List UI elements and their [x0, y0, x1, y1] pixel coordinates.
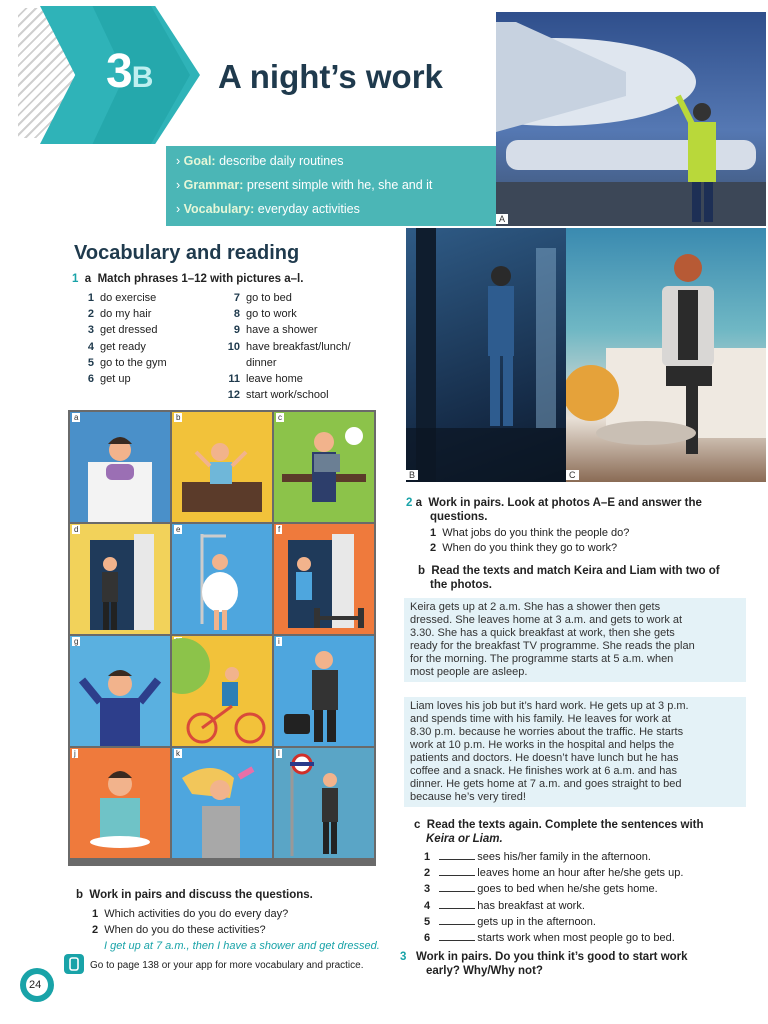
unit-number: 3B	[106, 45, 153, 98]
exercise-1b-questions	[92, 906, 380, 954]
picture-tile-e: e	[172, 524, 272, 634]
more-practice-link[interactable]: Go to page 138 or your app for more vocabulary and practice.	[90, 960, 364, 971]
sentence: 4 has breakfast at work.	[424, 899, 585, 912]
phrase-list-col1	[76, 290, 167, 387]
phrase-list-col2	[222, 290, 351, 403]
exercise-2c-instruction: c Read the texts again. Complete the sentences with Keira or Liam.	[414, 819, 704, 845]
exercise-2a-instruction: 2 a Work in pairs. Look at photos A–E and answer the questions.	[406, 497, 702, 523]
keira-text: Keira gets up at 2 a.m. She has a shower then gets dressed. She leaves home at 3 a.m. and gets to work at 3.30. She has a quick breakfast at work, then she gets ready for the breakfast TV programme. She reads the plan for the morning. The programme starts at 5 a.m. when most people are asleep.	[404, 598, 746, 682]
page-number: 24	[29, 979, 42, 991]
answer-blank[interactable]	[439, 891, 475, 892]
tv-studio	[566, 228, 766, 482]
picture-tile-b: b	[172, 412, 272, 522]
sentence: 1 sees his/her family in the afternoon.	[424, 851, 651, 863]
picture-tile-g: g	[70, 636, 170, 746]
question: 2 When do you think they go to work?	[430, 542, 618, 554]
answer-blank[interactable]	[439, 908, 475, 909]
exercise-1b-instruction: b Work in pairs and discuss the questions.	[76, 889, 313, 901]
list-item: 6 get up	[87, 373, 131, 386]
answer-blank[interactable]	[439, 924, 475, 925]
answer-blank[interactable]	[439, 859, 475, 860]
list-item: 3 get dressed	[87, 324, 158, 337]
list-item: 4 get ready	[87, 340, 146, 353]
list-item: 9 have a shower	[233, 324, 318, 337]
answer-blank[interactable]	[439, 875, 475, 876]
picture-tile-j: j	[70, 748, 170, 858]
liam-text: Liam loves his job but it’s hard work. He gets up at 3 p.m. and spends time with his family. He leaves for work at 8.30 p.m. because he worries about the traffic. He starts work at 10 p.m. He works in the hospital and helps the patients and doctors. He doesn’t have lunch but he has coffee and a snack. He finishes work at 6 a.m. and has dinner. He gets home at 7 a.m. and goes straight to bed because he’s very tired!	[404, 697, 746, 807]
exercise-1a-instruction: 1 a Match phrases 1–12 with pictures a–l.	[72, 273, 304, 285]
picture-tile-l: l	[274, 748, 374, 858]
photo-b-label: B	[406, 470, 418, 480]
picture-grid	[68, 410, 376, 866]
picture-tile-c: c	[274, 412, 374, 522]
list-item: 10 have breakfast/lunch/	[227, 340, 351, 353]
picture-tile-f: f	[274, 524, 374, 634]
airport-scene	[496, 12, 766, 226]
page-number-badge	[18, 966, 56, 1004]
picture-tile-h	[172, 636, 272, 746]
app-icon	[64, 954, 84, 974]
exercise-2a-questions	[430, 526, 629, 556]
list-item: 11 leave home	[228, 373, 303, 386]
photo-a-label: A	[496, 214, 508, 224]
sentence: 3 goes to bed when he/she gets home.	[424, 883, 658, 896]
picture-tile-i: i	[274, 636, 374, 746]
picture-tile-a: a	[70, 412, 170, 522]
sentence: 5 gets up in the afternoon.	[424, 915, 596, 928]
picture-tile-k: k	[172, 748, 272, 858]
list-item: 7 go to bed	[233, 292, 292, 304]
page-title: A night’s work	[218, 58, 443, 95]
question: 1 Which activities do you do every day?	[92, 908, 289, 920]
goal-line: › Goal: describe daily routines	[176, 154, 344, 168]
example-answer: I get up at 7 a.m., then I have a shower and get dressed.	[104, 940, 380, 952]
list-item: dinner	[246, 356, 277, 369]
list-item: 1 do exercise	[87, 292, 157, 304]
question: 2 When do you do these activities?	[92, 924, 266, 936]
list-item: 12 start work/school	[227, 389, 329, 402]
sentence: 2 leaves home an hour after he/she gets up.	[424, 867, 684, 880]
exercise-3-instruction: 3 Work in pairs. Do you think it’s good to start work early? Why/Why not?	[400, 951, 688, 977]
exercise-2c-sentences	[424, 849, 683, 946]
photo-b	[406, 228, 566, 482]
photo-a	[496, 12, 766, 226]
section-heading: Vocabulary and reading	[74, 242, 300, 264]
question: 1 What jobs do you think the people do?	[430, 527, 630, 539]
sentence: 6 starts work when most people go to bed.	[424, 932, 675, 945]
photo-c	[566, 228, 766, 482]
list-item: 5 go to the gym	[87, 356, 167, 369]
hospital-corridor	[406, 228, 566, 482]
answer-blank[interactable]	[439, 940, 475, 941]
exercise-2b-instruction: b Read the texts and match Keira and Liam with two of the photos.	[418, 565, 720, 591]
grammar-line: › Grammar: present simple with he, she and it	[176, 178, 433, 192]
vocabulary-line: › Vocabulary: everyday activities	[176, 202, 360, 216]
photo-c-label: C	[566, 470, 579, 480]
picture-tile-d: d	[70, 524, 170, 634]
list-item: 2 do my hair	[87, 308, 152, 321]
goals-box	[166, 146, 496, 226]
list-item: 8 go to work	[233, 308, 297, 321]
